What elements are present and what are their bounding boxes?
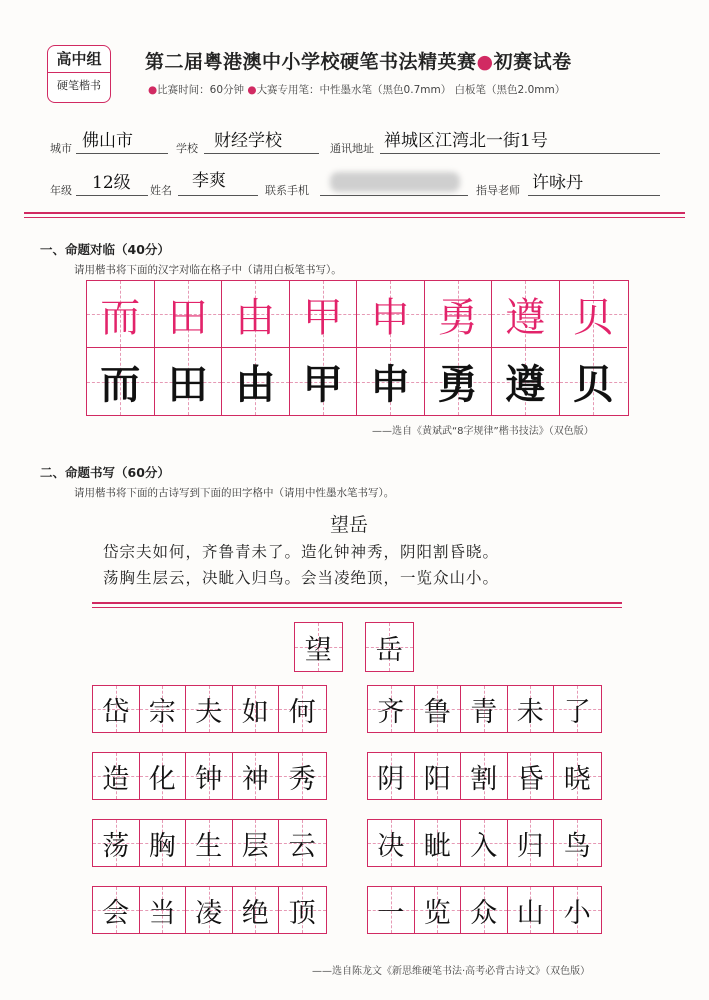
written-char: 何 bbox=[288, 696, 316, 728]
copied-char: 甲 bbox=[302, 361, 343, 408]
grid-cell[interactable] bbox=[508, 686, 555, 732]
written-char: 会 bbox=[102, 897, 130, 929]
title-sub: 初赛试卷 bbox=[493, 51, 572, 73]
written-char: 岳 bbox=[375, 634, 403, 666]
grid-cell[interactable] bbox=[222, 348, 290, 415]
grid-cell[interactable] bbox=[186, 887, 233, 933]
section2-heading: 二、命题书写（60分） bbox=[40, 465, 170, 480]
written-char: 神 bbox=[241, 763, 269, 795]
grid-cell[interactable] bbox=[415, 686, 462, 732]
grade-underline bbox=[76, 195, 148, 196]
written-char: 层 bbox=[241, 830, 269, 862]
grid-cell[interactable] bbox=[93, 753, 140, 799]
grid-cell[interactable] bbox=[461, 753, 508, 799]
grid-cell[interactable] bbox=[492, 348, 560, 415]
grid-cell[interactable] bbox=[155, 348, 223, 415]
header-divider bbox=[24, 212, 685, 218]
grid-cell[interactable] bbox=[93, 820, 140, 866]
section1-heading: 一、命题对临（40分） bbox=[40, 242, 170, 257]
written-char: 化 bbox=[148, 763, 176, 795]
grid-cell[interactable] bbox=[554, 686, 601, 732]
grid-cell[interactable] bbox=[140, 887, 187, 933]
written-char: 凌 bbox=[195, 897, 223, 929]
page-title bbox=[145, 47, 572, 74]
written-char: 眦 bbox=[423, 830, 451, 862]
city-underline bbox=[76, 153, 168, 154]
grid-cell bbox=[222, 281, 290, 348]
grid-cell[interactable] bbox=[279, 753, 326, 799]
grid-cell[interactable] bbox=[415, 820, 462, 866]
grid-cell[interactable] bbox=[415, 887, 462, 933]
grid-cell[interactable] bbox=[279, 820, 326, 866]
model-char: 由 bbox=[235, 294, 276, 341]
model-char: 贝 bbox=[573, 294, 614, 341]
grid-cell[interactable] bbox=[368, 820, 415, 866]
written-char: 阴 bbox=[377, 763, 405, 795]
teacher-label: 指导老师 bbox=[476, 184, 520, 197]
grid-cell[interactable] bbox=[415, 753, 462, 799]
poem-row-grid bbox=[92, 819, 327, 867]
grid-cell bbox=[492, 281, 560, 348]
grid-cell[interactable] bbox=[279, 887, 326, 933]
grid-cell[interactable] bbox=[368, 887, 415, 933]
grid-cell[interactable] bbox=[233, 887, 280, 933]
written-char: 鸟 bbox=[563, 830, 591, 862]
copied-char: 贝 bbox=[573, 361, 614, 408]
model-char: 田 bbox=[167, 294, 208, 341]
grid-cell[interactable] bbox=[461, 887, 508, 933]
written-char: 入 bbox=[470, 830, 498, 862]
written-char: 秀 bbox=[288, 763, 316, 795]
phone-label: 联系手机 bbox=[265, 184, 309, 197]
exam-info bbox=[148, 82, 565, 97]
written-char: 一 bbox=[377, 897, 405, 929]
written-char: 割 bbox=[470, 763, 498, 795]
poem-divider bbox=[92, 602, 622, 608]
exam-pens: 大赛专用笔：中性墨水笔（黑色0.7mm） 白板笔（黑色2.0mm） bbox=[256, 84, 566, 96]
written-char: 众 bbox=[470, 897, 498, 929]
title-dot: ● bbox=[476, 51, 494, 73]
written-char: 览 bbox=[423, 897, 451, 929]
grid-cell[interactable] bbox=[461, 820, 508, 866]
grid-cell[interactable] bbox=[233, 820, 280, 866]
grid-cell[interactable] bbox=[140, 753, 187, 799]
grid-cell[interactable] bbox=[357, 348, 425, 415]
name-label: 姓名 bbox=[150, 184, 172, 197]
model-char: 勇 bbox=[437, 294, 478, 341]
title-box-1[interactable] bbox=[294, 622, 343, 672]
grid-cell bbox=[425, 281, 493, 348]
written-char: 决 bbox=[377, 830, 405, 862]
model-char: 而 bbox=[100, 294, 141, 341]
written-char: 岱 bbox=[102, 696, 130, 728]
address-label: 通讯地址 bbox=[330, 142, 374, 155]
grid-cell[interactable] bbox=[554, 753, 601, 799]
school-value[interactable]: 财经学校 bbox=[214, 131, 282, 151]
badge-type: 硬笔楷书 bbox=[57, 79, 101, 92]
grade-value[interactable]: 12级 bbox=[92, 173, 131, 193]
model-char: 遵 bbox=[505, 294, 546, 341]
written-char: 晓 bbox=[563, 763, 591, 795]
address-value[interactable]: 禅城区江湾北一街1号 bbox=[384, 131, 548, 151]
phone-underline bbox=[320, 195, 468, 196]
written-char: 当 bbox=[148, 897, 176, 929]
written-char: 未 bbox=[516, 696, 544, 728]
section1-instruction: 请用楷书将下面的汉字对临在格子中（请用白板笔书写）。 bbox=[74, 264, 342, 276]
written-char: 胸 bbox=[148, 830, 176, 862]
grid-cell[interactable] bbox=[233, 753, 280, 799]
grid-cell[interactable] bbox=[87, 348, 155, 415]
poem-row-grid bbox=[92, 685, 327, 733]
category-badge bbox=[47, 45, 111, 103]
grid-cell[interactable] bbox=[461, 686, 508, 732]
copied-char: 田 bbox=[167, 361, 208, 408]
written-char: 青 bbox=[470, 696, 498, 728]
city-value[interactable]: 佛山市 bbox=[82, 131, 133, 151]
grid-cell[interactable] bbox=[368, 753, 415, 799]
section1-source: ——选自《黄斌武“8字规律”楷书技法》（双色版） bbox=[372, 426, 594, 437]
grid-cell bbox=[560, 281, 628, 348]
grid-cell[interactable] bbox=[140, 686, 187, 732]
grid-cell bbox=[155, 281, 223, 348]
grid-cell bbox=[357, 281, 425, 348]
poem-title: 望岳 bbox=[330, 514, 369, 536]
school-underline bbox=[204, 153, 319, 154]
title-main: 第二届粤港澳中小学校硬笔书法精英赛 bbox=[145, 51, 477, 73]
grid-cell[interactable] bbox=[295, 623, 342, 671]
written-char: 生 bbox=[195, 830, 223, 862]
grid-cell[interactable] bbox=[508, 820, 555, 866]
grid-cell[interactable] bbox=[554, 820, 601, 866]
poem-line-1: 岱宗夫如何，齐鲁青未了。造化钟神秀，阴阳割昏晓。 bbox=[103, 543, 500, 561]
written-char: 山 bbox=[516, 897, 544, 929]
poem-row-grid bbox=[367, 886, 602, 934]
teacher-underline bbox=[528, 195, 660, 196]
grid-cell[interactable] bbox=[233, 686, 280, 732]
info-dot-1: ● bbox=[148, 84, 158, 96]
section2-source: ——选自陈龙文《新思维硬笔书法·高考必背古诗文》（双色版） bbox=[312, 966, 591, 977]
written-char: 望 bbox=[304, 634, 332, 666]
grid-cell[interactable] bbox=[290, 348, 358, 415]
name-value[interactable]: 李爽 bbox=[192, 171, 226, 191]
title-box-2[interactable] bbox=[365, 622, 414, 672]
poem-row-grid bbox=[367, 819, 602, 867]
copied-char: 而 bbox=[100, 361, 141, 408]
name-underline bbox=[178, 195, 258, 196]
written-char: 宗 bbox=[148, 696, 176, 728]
grade-label: 年级 bbox=[50, 184, 72, 197]
phone-blurred bbox=[330, 172, 460, 192]
city-label: 城市 bbox=[50, 142, 72, 155]
written-char: 归 bbox=[516, 830, 544, 862]
written-char: 齐 bbox=[377, 696, 405, 728]
grid-cell[interactable] bbox=[140, 820, 187, 866]
written-char: 绝 bbox=[241, 897, 269, 929]
badge-level: 高中组 bbox=[48, 46, 110, 73]
grid-cell[interactable] bbox=[366, 623, 413, 671]
poem-row-grid bbox=[367, 685, 602, 733]
grid-cell[interactable] bbox=[554, 887, 601, 933]
grid-cell[interactable] bbox=[368, 686, 415, 732]
grid-cell[interactable] bbox=[186, 820, 233, 866]
copied-char: 遵 bbox=[505, 361, 546, 408]
poem-line-2: 荡胸生层云，决眦入归鸟。会当凌绝顶，一览众山小。 bbox=[103, 569, 500, 587]
grid-cell bbox=[290, 281, 358, 348]
model-char: 申 bbox=[370, 294, 411, 341]
grid-cell[interactable] bbox=[279, 686, 326, 732]
written-char: 云 bbox=[288, 830, 316, 862]
grid-cell[interactable] bbox=[508, 887, 555, 933]
teacher-value[interactable]: 许咏丹 bbox=[532, 173, 583, 193]
copy-grid bbox=[86, 280, 629, 416]
written-char: 了 bbox=[563, 696, 591, 728]
copied-char: 申 bbox=[370, 361, 411, 408]
written-char: 夫 bbox=[195, 696, 223, 728]
written-char: 顶 bbox=[288, 897, 316, 929]
written-char: 小 bbox=[563, 897, 591, 929]
grid-cell[interactable] bbox=[93, 887, 140, 933]
written-char: 造 bbox=[102, 763, 130, 795]
poem-row-grid bbox=[92, 886, 327, 934]
written-char: 阳 bbox=[423, 763, 451, 795]
written-char: 鲁 bbox=[423, 696, 451, 728]
poem-row-grid bbox=[367, 752, 602, 800]
poem-row-grid bbox=[92, 752, 327, 800]
exam-time: 比赛时间：60分钟 bbox=[157, 84, 245, 96]
address-underline bbox=[380, 153, 660, 154]
info-dot-2: ● bbox=[247, 84, 257, 96]
written-char: 钟 bbox=[195, 763, 223, 795]
grid-cell[interactable] bbox=[425, 348, 493, 415]
copied-char: 勇 bbox=[437, 361, 478, 408]
grid-cell bbox=[87, 281, 155, 348]
written-char: 如 bbox=[241, 696, 269, 728]
grid-cell[interactable] bbox=[186, 686, 233, 732]
grid-cell[interactable] bbox=[508, 753, 555, 799]
model-char: 甲 bbox=[302, 294, 343, 341]
grid-cell[interactable] bbox=[93, 686, 140, 732]
section2-instruction: 请用楷书将下面的古诗写到下面的田字格中（请用中性墨水笔书写）。 bbox=[74, 487, 395, 499]
school-label: 学校 bbox=[176, 142, 198, 155]
copied-char: 由 bbox=[235, 361, 276, 408]
grid-cell[interactable] bbox=[560, 348, 628, 415]
written-char: 荡 bbox=[102, 830, 130, 862]
grid-cell[interactable] bbox=[186, 753, 233, 799]
written-char: 昏 bbox=[516, 763, 544, 795]
